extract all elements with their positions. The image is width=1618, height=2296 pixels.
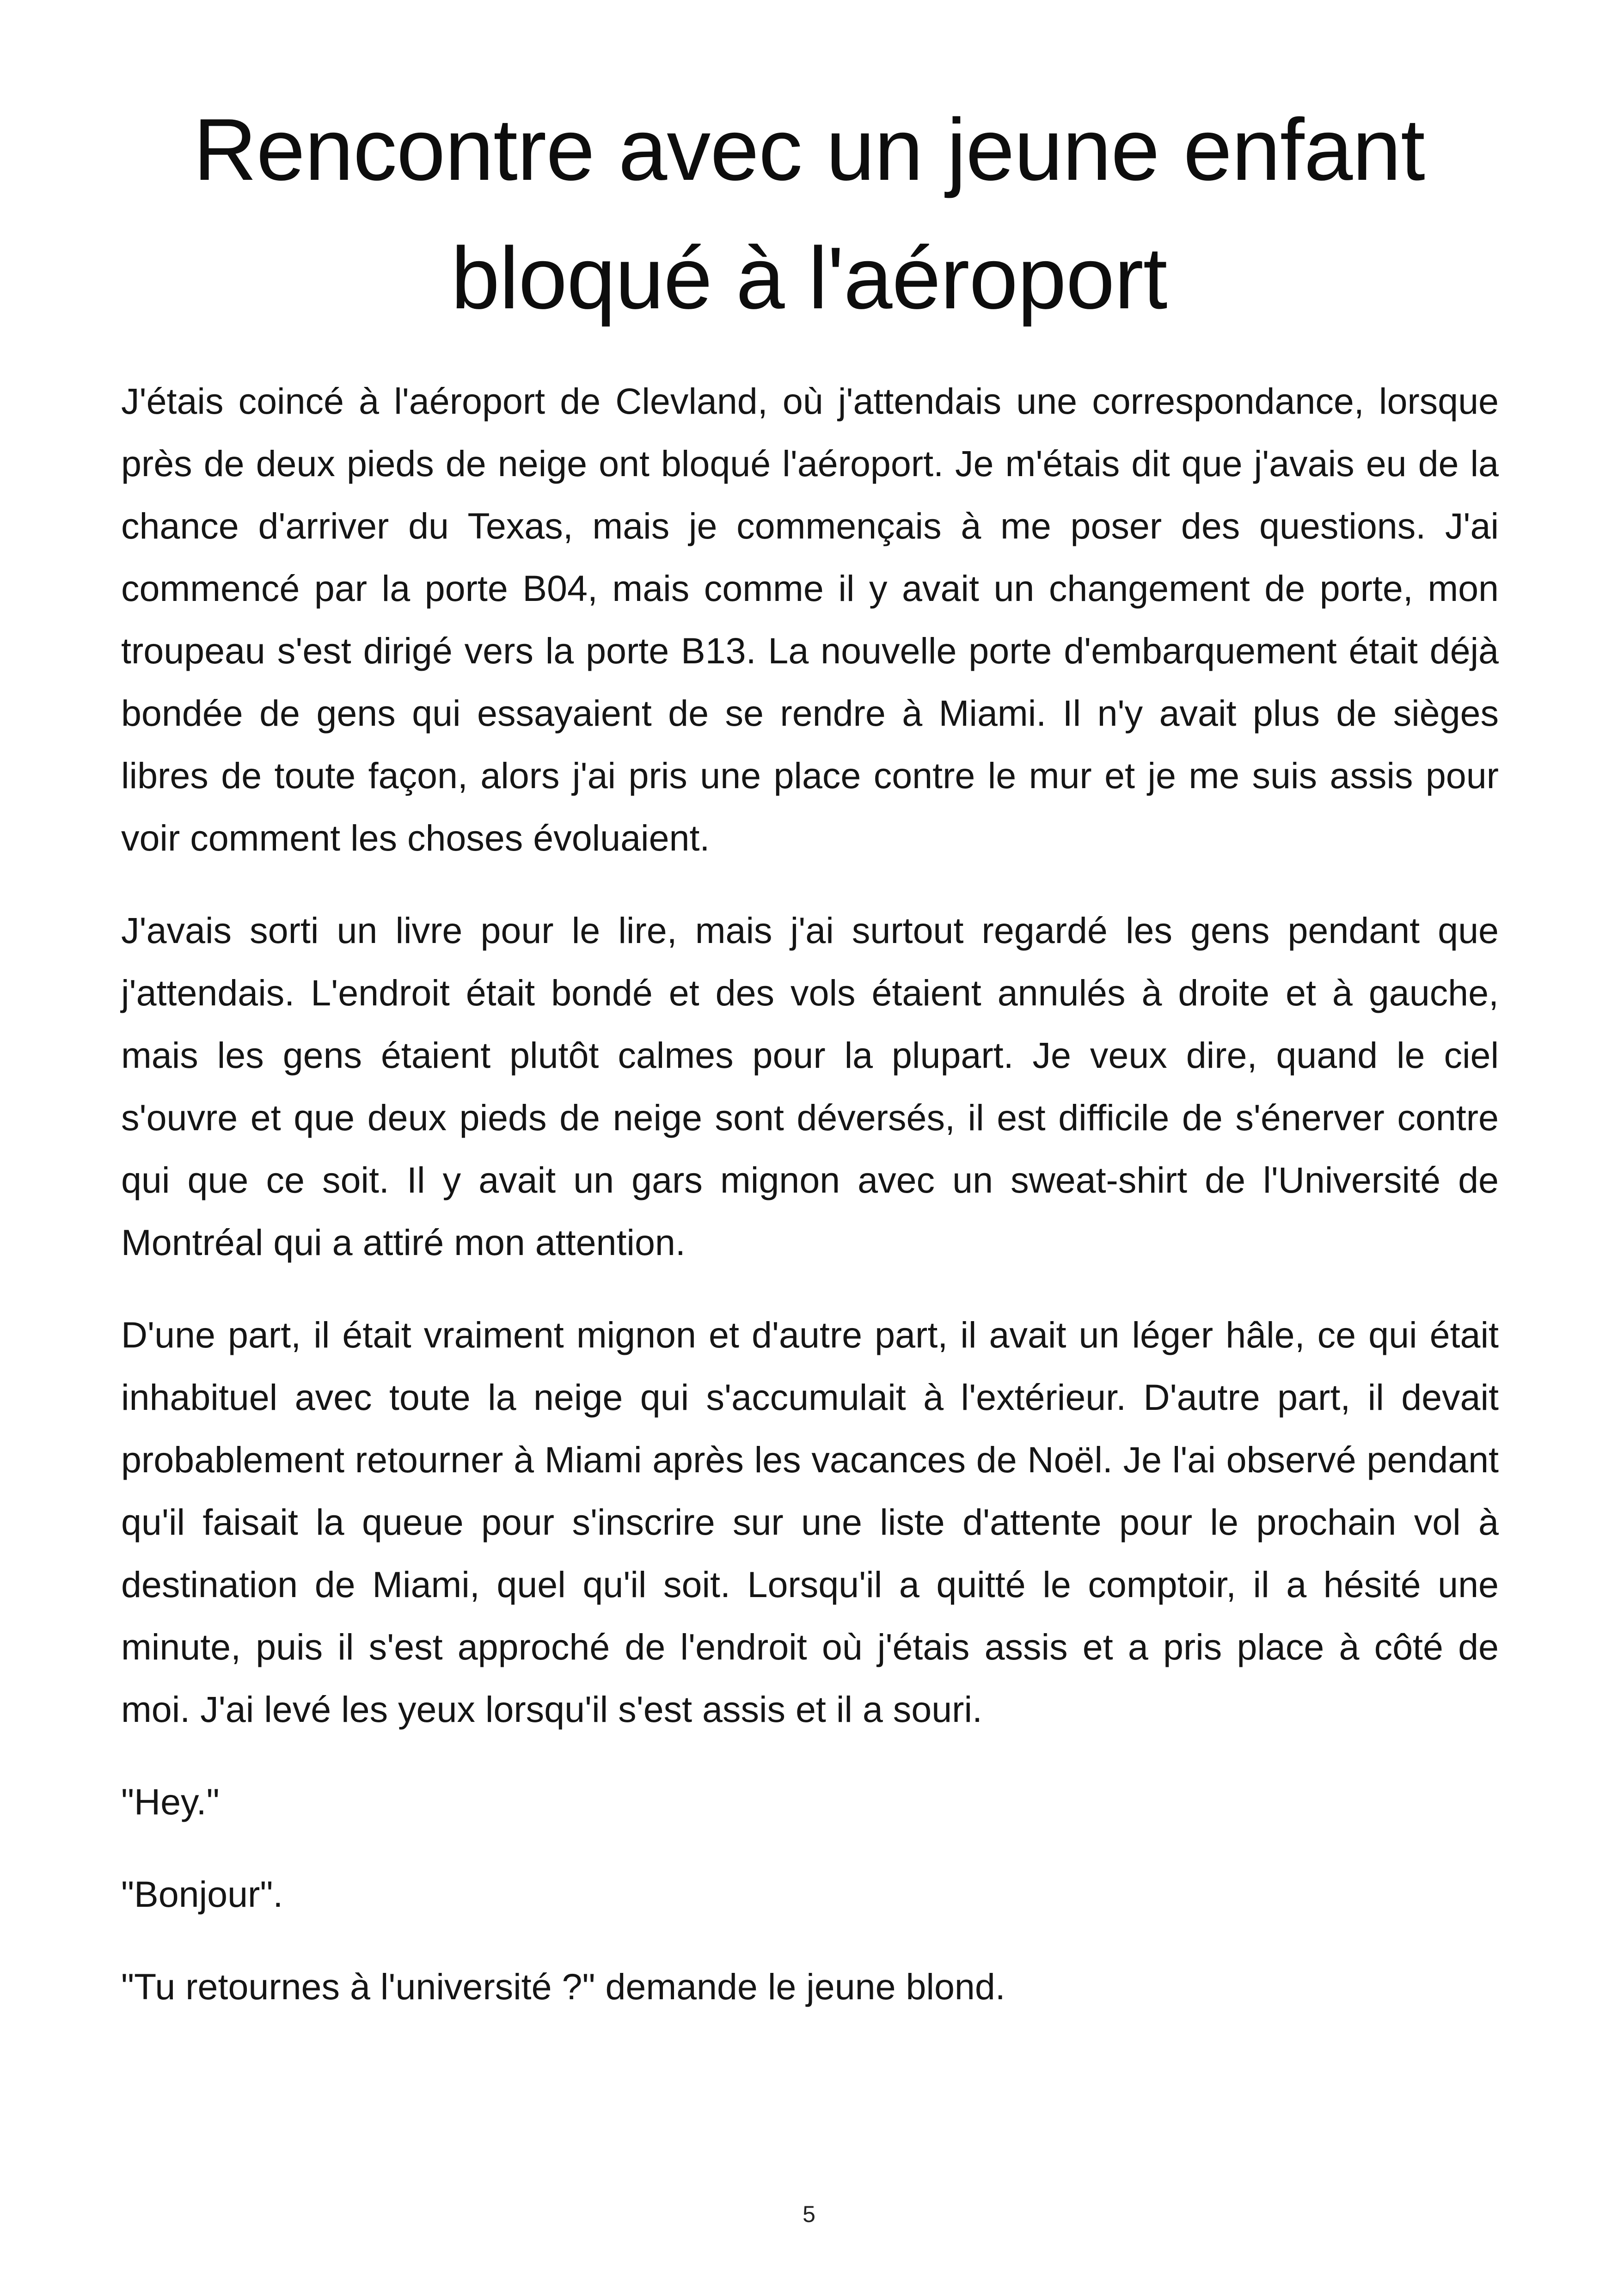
dialogue-line-2: "Bonjour". <box>121 1874 283 1915</box>
paragraph-3: D'une part, il était vraiment mignon et d'autre part, il avait un léger hâle, ce qui était inhabituel avec toute la neige qui s'accumulait à l'extérieur. D'autre part, il devait probablement retourner à Miami après les vacances de Noël. Je l'ai observé pendant qu'il faisait la queue pour s'inscrire sur une liste d'attente pour le prochain vol à destination de Miami, quel qu'il soit. Lorsqu'il a quitté le comptoir, il a hésité une minute, puis il s'est approché de l'endroit où j'étais assis et a pris place à côté de moi. J'ai levé les yeux lorsqu'il s'est assis et il a souri. <box>121 1314 1499 1730</box>
body-text <box>121 370 1499 2018</box>
title-line-1: Rencontre avec un jeune enfant <box>193 101 1425 199</box>
dialogue-line-1: "Hey." <box>121 1781 220 1822</box>
dialogue-line-3: "Tu retournes à l'université ?" demande le jeune blond. <box>121 1966 1005 2007</box>
title-line-2: bloqué à l'aéroport <box>451 229 1167 327</box>
page-number: 5 <box>803 2201 815 2227</box>
paragraph-2: J'avais sorti un livre pour le lire, mais j'ai surtout regardé les gens pendant que j'attendais. L'endroit était bondé et des vols étaient annulés à droite et à gauche, mais les gens étaient plutôt calmes pour la plupart. Je veux dire, quand le ciel s'ouvre et que deux pieds de neige sont déversés, il est difficile de s'énerver contre qui que ce soit. Il y avait un gars mignon avec un sweat-shirt de l'Université de Montréal qui a attiré mon attention. <box>121 910 1499 1263</box>
paragraph-1: J'étais coincé à l'aéroport de Clevland, où j'attendais une correspondance, lorsque près de deux pieds de neige ont bloqué l'aéroport. Je m'étais dit que j'avais eu de la chance d'arriver du Texas, mais je commençais à me poser des questions. J'ai commencé par la porte B04, mais comme il y avait un changement de porte, mon troupeau s'est dirigé vers la porte B13. La nouvelle porte d'embarquement était déjà bondée de gens qui essayaient de se rendre à Miami. Il n'y avait plus de sièges libres de toute façon, alors j'ai pris une place contre le mur et je me suis assis pour voir comment les choses évoluaient. <box>121 380 1499 858</box>
page-title <box>92 86 1526 343</box>
